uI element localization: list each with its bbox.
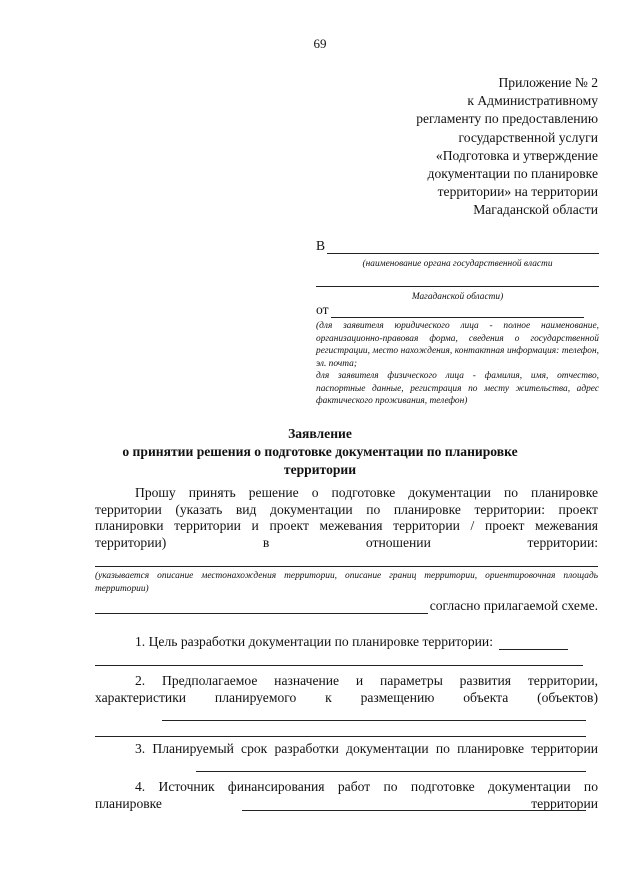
item-4-line[interactable] [242, 810, 586, 811]
request-paragraph: Прошу принять решение о подготовке документации по планировке территории (указать вид документации по планировке территории: проект планировки территории и проект межевания территории / проект межевания территории) в отношении территории: [95, 485, 598, 550]
location-line[interactable] [95, 566, 598, 567]
appendix-line: Магаданской области [473, 202, 598, 218]
item-3-line[interactable] [196, 771, 586, 772]
item-1-text: 1. Цель разработки документации по планировке территории: [135, 634, 493, 649]
item-2-line[interactable] [162, 720, 586, 721]
page-number: 69 [313, 36, 327, 51]
scheme-text: согласно прилагаемой схеме. [429, 598, 598, 613]
scheme-row[interactable] [95, 598, 598, 614]
document-subtitle: о принятии решения о подготовке документации по планировке [122, 444, 518, 459]
item-3-text: 3. Планируемый срок разработки документации по планировке территории [135, 741, 598, 756]
appendix-line: документации по планировке [427, 166, 598, 182]
appendix-line: «Подготовка и утверждение [435, 147, 598, 163]
from-line[interactable] [331, 303, 584, 318]
appendix-line: Приложение № 2 [498, 75, 598, 90]
item-2-line-2[interactable] [95, 736, 586, 737]
appendix-line: регламенту по предоставлению [416, 111, 598, 127]
from-prefix: от [316, 302, 329, 317]
document-subtitle-2: территории [283, 462, 357, 477]
to-prefix: В [316, 238, 326, 253]
location-hint: (указывается описание местонахождения территории, описание границ территории, ориентировочная площадь территории) [95, 571, 598, 594]
appendix-line: территории» на территории [437, 184, 598, 200]
appendix-line: к Административному [467, 93, 598, 109]
scheme-line[interactable] [95, 599, 428, 614]
item-1-line-2[interactable] [95, 665, 583, 666]
applicant-hint-legal: (для заявителя юридического лица - полное наименование, организационно-правовая форма, сведения о государственной регистрации, место нахождения, контактная информация: телефон, эл. почта; [316, 321, 599, 369]
region-hint: Магаданской области) [411, 292, 504, 302]
appendix-header [338, 74, 598, 220]
document-title: Заявление [288, 426, 352, 441]
item-1-line[interactable] [499, 635, 568, 650]
item-4-text: 4. Источник финансирования работ по подготовке документации по планировке территории [95, 779, 598, 811]
to-line[interactable] [327, 239, 599, 254]
item-1-row[interactable] [135, 634, 568, 650]
authority-hint: (наименование органа государственной власти [362, 259, 553, 269]
item-2-text: 2. Предполагаемое назначение и параметры развития территории, характеристики планируемого к размещению объекта (объектов) [95, 673, 598, 705]
applicant-hint-person: для заявителя физического лица - фамилия, имя, отчество, паспортные данные, регистрация по месту жительства, адрес фактического проживания, телефон) [316, 371, 599, 407]
authority-line-2[interactable] [316, 286, 599, 287]
addressee-to-field[interactable] [316, 238, 599, 254]
addressee-from-field[interactable] [316, 302, 584, 318]
appendix-line: государственной услуги [458, 129, 598, 145]
